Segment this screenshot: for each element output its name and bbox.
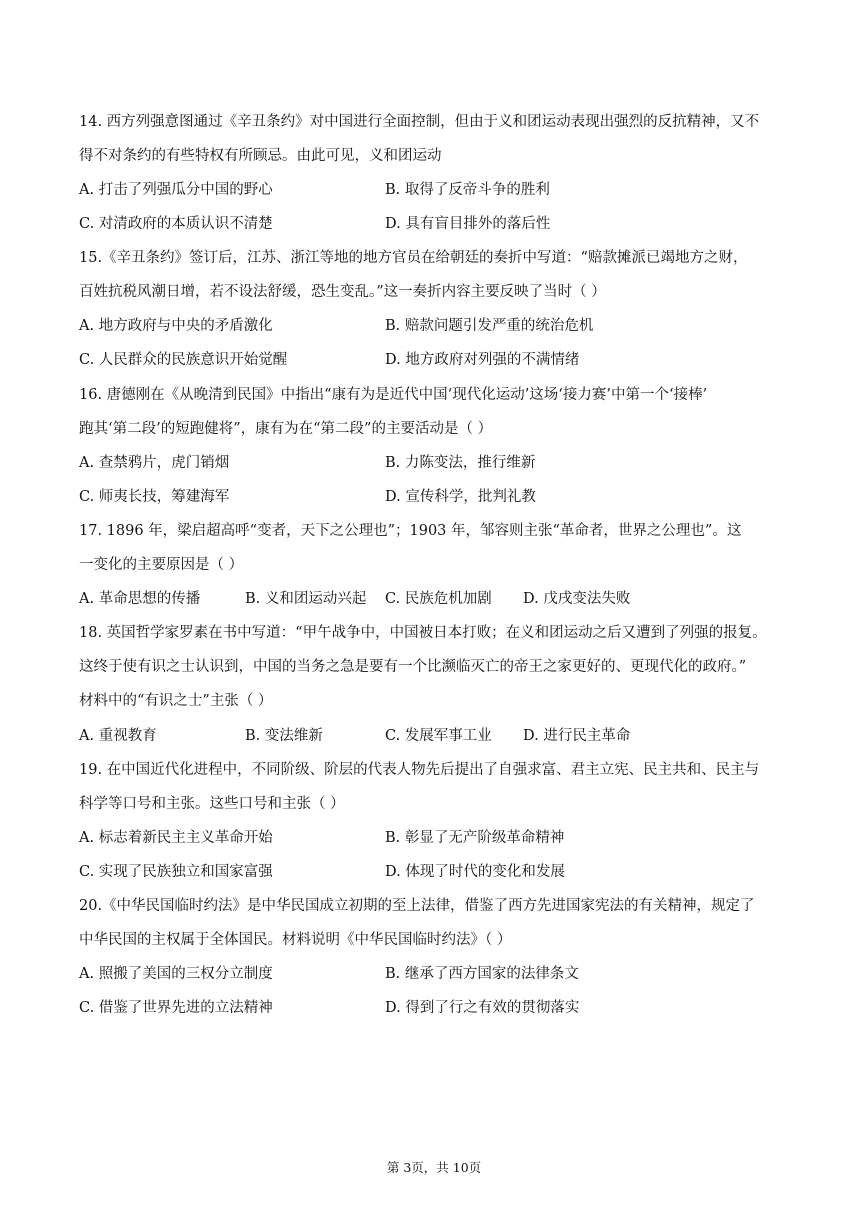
q17-option-b[interactable]: B. 义和团运动兴起 [245,591,367,607]
q20-option-b[interactable]: B. 继承了西方国家的法律条文 [385,966,579,982]
q14-stem-line-1: 14. 西方列强意图通过《辛丑条约》对中国进行全面控制，但由于义和团运动表现出强烈的反抗精神，又不 [79,114,760,130]
q17-option-c[interactable]: C. 民族危机加剧 [385,591,492,607]
q15-stem-line-2: 百姓抗税风潮日增，若不设法舒缓，恐生变乱。”这一奏折内容主要反映了当时（ ） [79,284,606,300]
q18-option-c[interactable]: C. 发展军事工业 [385,728,492,744]
q19-option-b[interactable]: B. 彰显了无产阶级革命精神 [385,830,565,846]
q16-option-b[interactable]: B. 力陈变法，推行维新 [385,455,536,471]
q15-option-d[interactable]: D. 地方政府对列强的不满情绪 [385,352,580,368]
q14-option-a[interactable]: A. 打击了列强瓜分中国的野心 [79,182,273,198]
q20-option-c[interactable]: C. 借鉴了世界先进的立法精神 [79,1000,273,1016]
q19-option-c[interactable]: C. 实现了民族独立和国家富强 [79,864,273,880]
q18-stem-line-2: 这终于使有识之士认识到，中国的当务之急是要有一个比濒临灭亡的帝王之家更好的、更现代化的政府。” [79,659,747,675]
q20-option-d[interactable]: D. 得到了行之有效的贯彻落实 [385,1000,580,1016]
q15-option-c[interactable]: C. 人民群众的民族意识开始觉醒 [79,352,288,368]
q19-stem-line-2: 科学等口号和主张。这些口号和主张（ ） [79,796,345,812]
q17-stem-line-1: 17. 1896 年，梁启超高呼“变者，天下之公理也”；1903 年，邹容则主张“革命者，世界之公理也”。这 [79,523,742,539]
page-footer: 第 3页，共 10页 [386,1160,482,1175]
q18-stem-line-1: 18. 英国哲学家罗素在书中写道：“甲午战争中，中国被日本打败；在义和团运动之后又遭到了列强的报复。 [79,625,767,641]
q17-option-d[interactable]: D. 戊戌变法失败 [523,591,631,607]
q16-option-d[interactable]: D. 宣传科学，批判礼教 [385,489,536,505]
q19-option-d[interactable]: D. 体现了时代的变化和发展 [385,864,565,880]
q19-option-a[interactable]: A. 标志着新民主主义革命开始 [79,830,273,846]
q14-option-b[interactable]: B. 取得了反帝斗争的胜利 [385,182,550,198]
q16-stem-line-2: 跑其‘第二段’的短跑健将”，康有为在“第二段”的主要活动是（ ） [79,421,493,437]
q15-option-b[interactable]: B. 赔款问题引发严重的统治危机 [385,318,594,334]
q18-option-d[interactable]: D. 进行民主革命 [523,728,631,744]
q18-stem-line-3: 材料中的“有识之士”主张（ ） [79,693,273,709]
q15-option-a[interactable]: A. 地方政府与中央的矛盾激化 [79,318,273,334]
q17-option-a[interactable]: A. 革命思想的传播 [79,591,201,607]
q20-stem-line-1: 20.《中华民国临时约法》是中华民国成立初期的至上法律，借鉴了西方先进国家宪法的有关精神，规定了 [79,898,755,914]
q16-option-a[interactable]: A. 查禁鸦片，虎门销烟 [79,455,230,471]
q20-stem-line-2: 中华民国的主权属于全体国民。材料说明《中华民国临时约法》（ ） [79,932,512,948]
q18-option-a[interactable]: A. 重视教育 [79,728,157,744]
q20-option-a[interactable]: A. 照搬了美国的三权分立制度 [79,966,273,982]
q16-option-c[interactable]: C. 师夷长技，筹建海军 [79,489,230,505]
q18-option-b[interactable]: B. 变法维新 [245,728,323,744]
q19-stem-line-1: 19. 在中国近代化进程中，不同阶级、阶层的代表人物先后提出了自强求富、君主立宪、民主共和、民主与 [79,762,760,778]
q14-option-c[interactable]: C. 对清政府的本质认识不清楚 [79,216,273,232]
q16-stem-line-1: 16. 唐德刚在《从晚清到民国》中指出“康有为是近代中国‘现代化运动’这场‘接力赛’中第一个‘接棒’ [79,387,708,403]
q14-option-d[interactable]: D. 具有盲目排外的落后性 [385,216,551,232]
q14-stem-line-2: 得不对条约的有些特权有所顾忌。由此可见，义和团运动 [79,148,442,164]
q15-stem-line-1: 15.《辛丑条约》签订后，江苏、浙江等地的地方官员在给朝廷的奏折中写道：“赔款摊派已竭地方之财， [79,250,748,266]
q17-stem-line-2: 一变化的主要原因是（ ） [79,557,244,573]
